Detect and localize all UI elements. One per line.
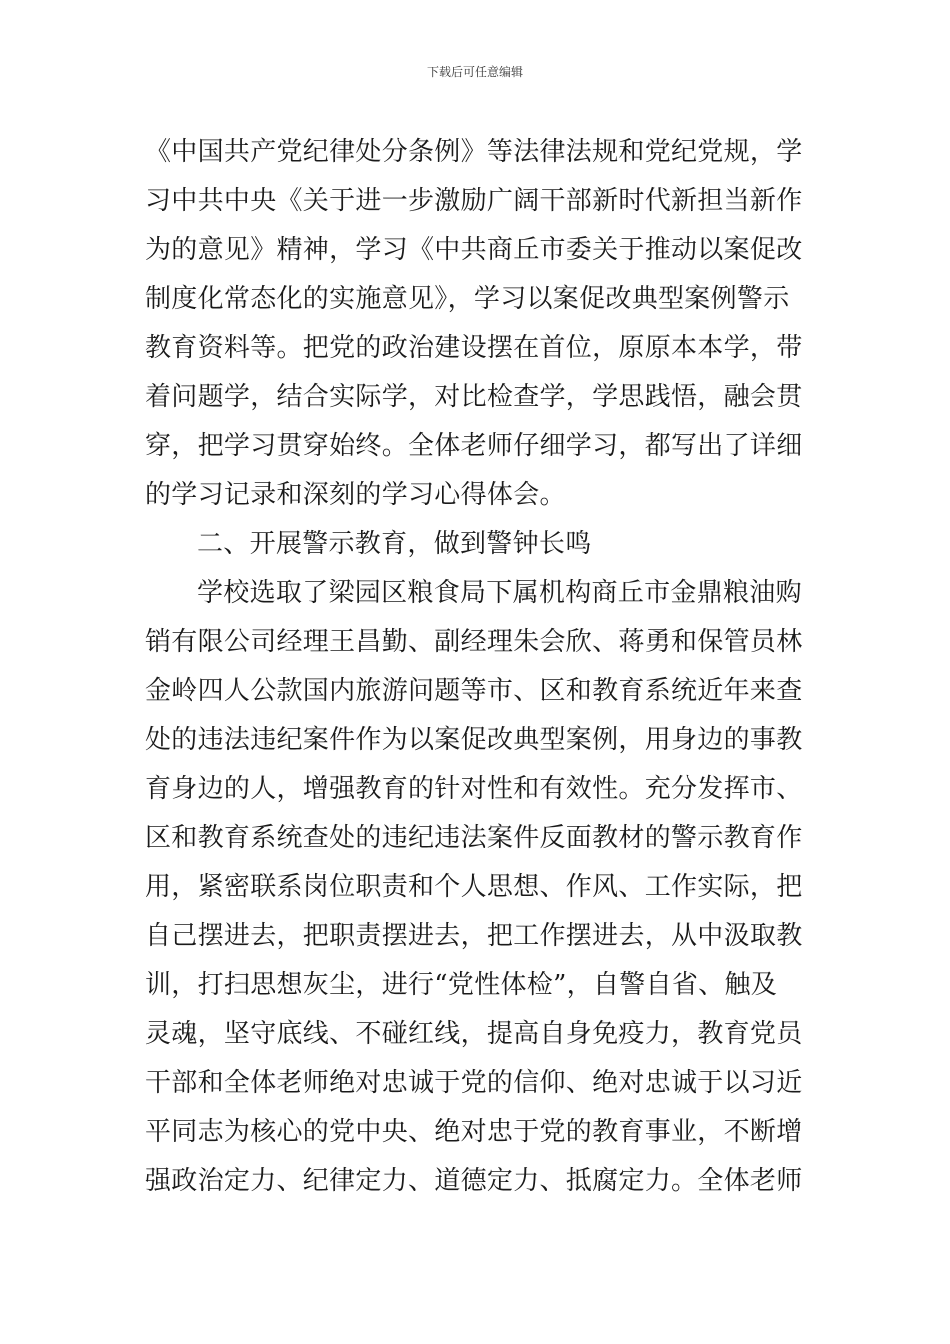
document-body: [145, 128, 810, 1206]
text-line: 着问题学，结合实际学，对比检查学，学思践悟，融会贯: [145, 382, 803, 412]
text-line: 用，紧密联系岗位职责和个人思想、作风、工作实际，把: [145, 872, 803, 902]
text-line: 区和教育系统查处的违纪违法案件反面教材的警示教育作: [145, 823, 803, 853]
text-line: 强政治定力、纪律定力、道德定力、抵腐定力。全体老师: [145, 1166, 803, 1196]
text-line: 销有限公司经理王昌勤、副经理朱会欣、蒋勇和保管员林: [145, 627, 803, 657]
section-heading: 二、开展警示教育，做到警钟长鸣: [197, 529, 592, 559]
text-line: 教育资料等。把党的政治建设摆在首位，原原本本学，带: [145, 333, 803, 363]
text-line: 穿，把学习贯穿始终。全体老师仔细学习，都写出了详细: [145, 431, 803, 461]
text-line: 学校选取了梁园区粮食局下属机构商丘市金鼎粮油购: [197, 578, 802, 608]
text-line: 习中共中央《关于进一步激励广阔干部新时代新担当新作: [145, 186, 803, 216]
text-line: 处的违法违纪案件作为以案促改典型案例，用身边的事教: [145, 725, 803, 755]
text-line: 训，打扫思想灰尘，进行“党性体检”，自警自省、触及: [145, 970, 778, 1000]
text-line: 自己摆进去，把职责摆进去，把工作摆进去，从中汲取教: [145, 921, 803, 951]
text-line: 为的意见》精神，学习《中共商丘市委关于推动以案促改: [145, 235, 803, 265]
text-line: 金岭四人公款国内旅游问题等市、区和教育系统近年来查: [145, 676, 803, 706]
text-line: 灵魂，坚守底线、不碰红线，提高自身免疫力，教育党员: [145, 1019, 803, 1049]
text-line: 育身边的人，增强教育的针对性和有效性。充分发挥市、: [145, 774, 803, 804]
text-line: 平同志为核心的党中央、绝对忠于党的教育事业，不断增: [145, 1117, 803, 1147]
text-line: 干部和全体老师绝对忠诚于党的信仰、绝对忠诚于以习近: [145, 1068, 803, 1098]
text-line: 的学习记录和深刻的学习心得体会。: [145, 480, 566, 510]
text-line: 《中国共产党纪律处分条例》等法律法规和党纪党规，学: [145, 137, 803, 167]
page-header: 下载后可任意编辑: [426, 65, 523, 79]
text-line: 制度化常态化的实施意见》，学习以案促改典型案例警示: [145, 284, 790, 314]
